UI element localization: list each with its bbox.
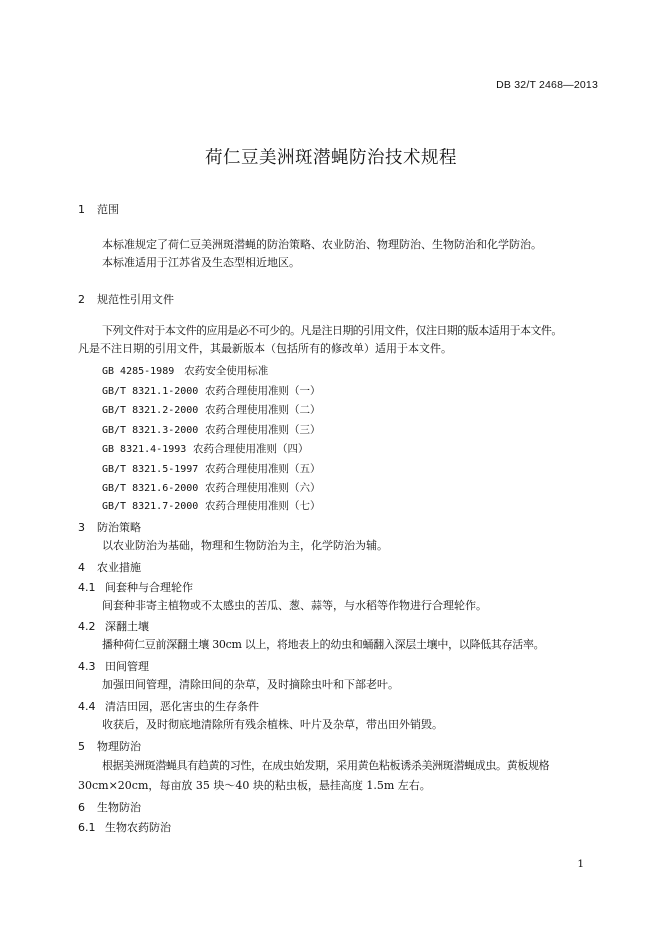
section-title: 防治策略 [97,521,141,534]
section-title: 农业措施 [97,561,141,574]
paragraph: 加强田间管理，清除田间的杂草，及时摘除虫叶和下部老叶。 [102,678,399,691]
section-number: 3 [78,521,85,534]
subsection-number: 4.3 [78,660,96,673]
paragraph: 凡是不注日期的引用文件，其最新版本（包括所有的修改单）适用于本文件。 [78,342,452,355]
reference-title: 农药合理使用准则（七） [205,500,321,512]
standard-code: DB 32/T 2468—2013 [496,79,598,91]
reference-code: GB/T 8321.5-1997 [102,464,199,475]
subsection-4-3-heading [78,658,149,674]
section-number: 5 [78,740,85,753]
reference-code: GB/T 8321.6-2000 [102,483,199,494]
section-title: 规范性引用文件 [97,293,174,306]
section-number: 4 [78,561,85,574]
section-6-heading [78,799,141,815]
section-number: 2 [78,293,85,306]
section-number: 6 [78,801,85,814]
section-3-heading [78,519,141,535]
reference-item [102,498,321,513]
reference-item [102,363,268,378]
reference-item [102,461,321,476]
reference-code: GB/T 8321.1-2000 [102,386,199,397]
document-title: 荷仁豆美洲斑潜蝇防治技术规程 [205,148,457,168]
reference-item [102,480,321,495]
subsection-4-2-heading [78,618,149,634]
subsection-number: 4.2 [78,620,96,633]
section-5-heading [78,738,141,754]
subsection-number: 4.4 [78,700,96,713]
paragraph: 下列文件对于本文件的应用是必不可少的。凡是注日期的引用文件，仅注日期的版本适用于本文件。 [102,324,562,337]
subsection-number: 4.1 [78,581,96,594]
reference-title: 农药安全使用标准 [184,365,269,377]
reference-title: 农药合理使用准则（二） [205,404,321,416]
paragraph: 本标准规定了荷仁豆美洲斑潜蝇的防治策略、农业防治、物理防治、生物防治和化学防治。 [102,238,542,251]
reference-code: GB/T 8321.2-2000 [102,405,199,416]
section-1-heading [78,201,119,217]
paragraph: 播种荷仁豆前深翻土壤 30cm 以上，将地表上的幼虫和蛹翻入深层土壤中，以降低其存活率。 [102,638,545,651]
paragraph: 间套种非寄主植物或不太感虫的苦瓜、葱、蒜等，与水稻等作物进行合理轮作。 [102,599,487,612]
subsection-title: 深翻土壤 [105,620,149,633]
section-title: 范围 [97,203,119,216]
paragraph: 收获后，及时彻底地清除所有残余植株、叶片及杂草，带出田外销毁。 [102,718,443,731]
section-number: 1 [78,203,85,216]
paragraph: 根据美洲斑潜蝇具有趋黄的习性，在成虫始发期，采用黄色粘板诱杀美洲斑潜蝇成虫。黄板规格 [102,759,550,772]
subsection-title: 生物农药防治 [105,821,171,834]
subsection-title: 清洁田园，恶化害虫的生存条件 [105,700,259,713]
reference-title: 农药合理使用准则（四） [192,443,309,455]
subsection-title: 田间管理 [105,660,149,673]
subsection-title: 间套种与合理轮作 [105,581,193,594]
reference-item [102,422,321,437]
reference-code: GB/T 8321.3-2000 [102,425,199,436]
reference-code: GB 4285-1989 [102,366,175,377]
reference-title: 农药合理使用准则（三） [205,424,321,436]
subsection-6-1-heading [78,819,171,835]
subsection-4-1-heading [78,579,193,595]
section-4-heading [78,559,141,575]
section-2-heading [78,291,174,307]
section-title: 生物防治 [97,801,141,814]
paragraph: 本标准适用于江苏省及生态型相近地区。 [102,256,300,269]
reference-code: GB 8321.4-1993 [102,444,187,455]
section-title: 物理防治 [97,740,141,753]
page-number: 1 [577,858,584,870]
reference-title: 农药合理使用准则（一） [205,385,321,397]
reference-title: 农药合理使用准则（五） [205,463,321,475]
subsection-4-4-heading [78,698,259,714]
subsection-number: 6.1 [78,821,96,834]
reference-item [102,441,308,456]
reference-title: 农药合理使用准则（六） [205,482,321,494]
paragraph: 30cm×20cm，每亩放 35 块～40 块的粘虫板，悬挂高度 1.5m 左右。 [78,779,431,792]
paragraph: 以农业防治为基础，物理和生物防治为主，化学防治为辅。 [102,539,388,552]
reference-code: GB/T 8321.7-2000 [102,501,199,512]
reference-item [102,383,321,398]
reference-item [102,402,321,417]
